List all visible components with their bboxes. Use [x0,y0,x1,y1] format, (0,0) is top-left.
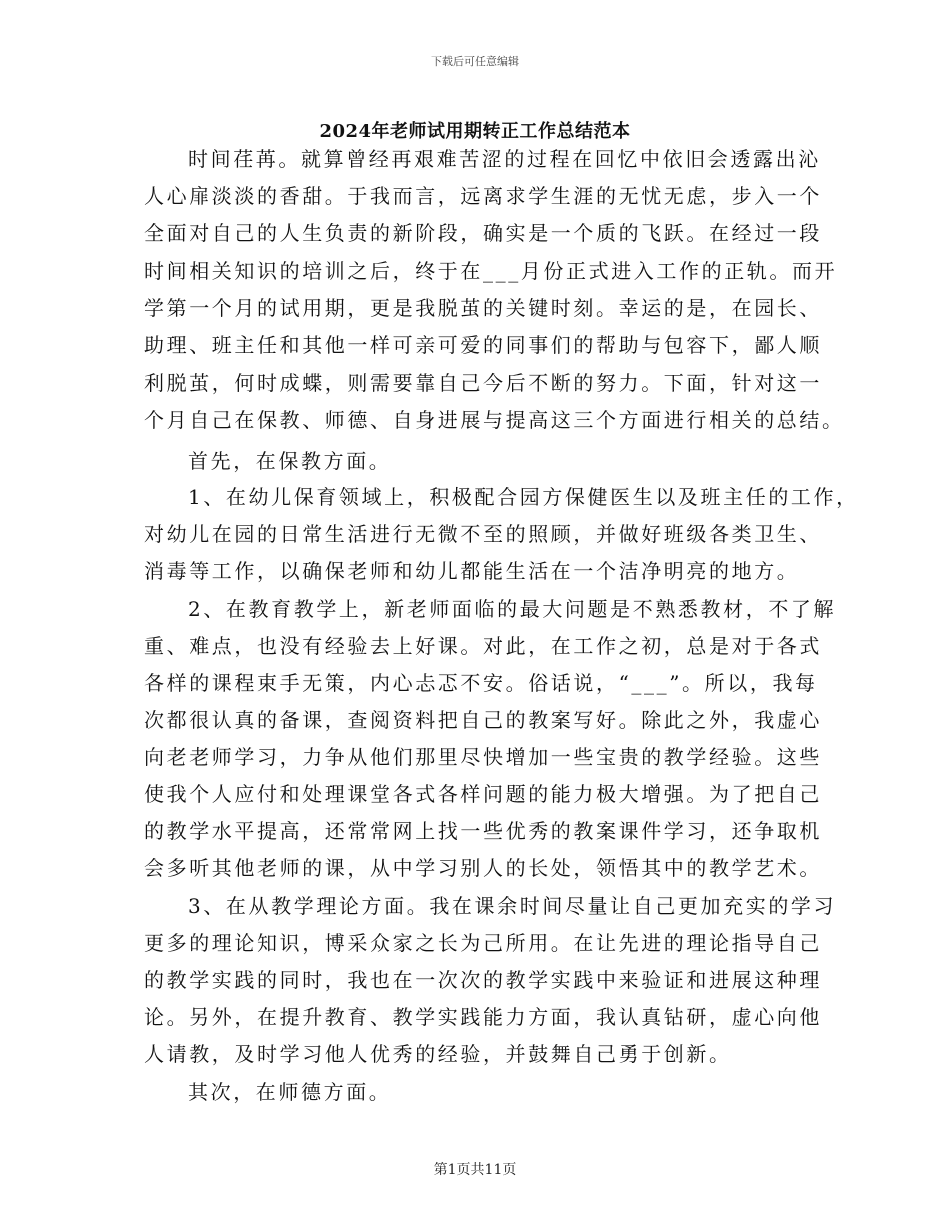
body-line: 各样的课程束手无策，内心忐忑不安。俗话说，“___”。所以，我每 [144,671,818,695]
body-line: 利脱茧，何时成蝶，则需要靠自己今后不断的努力。下面，针对这一 [144,371,822,395]
body-line: 人请教，及时学习他人优秀的经验，并鼓舞自己勇于创新。 [144,1042,732,1066]
body-line: 时间荏苒。就算曾经再艰难苦涩的过程在回忆中依旧会透露出沁 [188,147,821,171]
body-line: 个月自己在保教、师德、自身进展与提高这三个方面进行相关的总结。 [144,408,845,432]
body-line: 人心扉淡淡的香甜。于我而言，远离求学生涯的无忧无虑，步入一个 [144,184,822,208]
body-line: 重、难点，也没有经验去上好课。对此，在工作之初，总是对于各式 [144,634,822,658]
page-number: 第1页共11页 [433,1162,517,1178]
body-line: 时间相关知识的培训之后，终于在___月份正式进入工作的正轨。而开 [144,259,838,283]
body-line: 2、在教育教学上，新老师面临的最大问题是不熟悉教材，不了解 [188,597,837,621]
body-line: 向老老师学习，力争从他们那里尽快增加一些宝贵的教学经验。这些 [144,745,822,769]
body-line: 使我个人应付和处理课堂各式各样问题的能力极大增强。为了把自己 [144,782,822,806]
header-note: 下载后可任意编辑 [431,55,519,68]
document-title: 2024年老师试用期转正工作总结范本 [319,121,631,142]
body-line: 3、在从教学理论方面。我在课余时间尽量让自己更加充实的学习 [188,894,837,918]
body-line: 对幼儿在园的日常生活进行无微不至的照顾，并做好班级各类卫生、 [144,522,822,546]
body-line: 的教学实践的同时，我也在一次次的教学实践中来验证和进展这种理 [144,968,822,992]
body-line: 助理、班主任和其他一样可亲可爱的同事们的帮助与包容下，鄙人顺 [144,333,822,357]
body-line: 论。另外，在提升教育、教学实践能力方面，我认真钻研，虚心向他 [144,1005,822,1029]
body-line: 的教学水平提高，还常常网上找一些优秀的教案课件学习，还争取机 [144,819,822,843]
section-heading: 首先，在保教方面。 [188,449,392,473]
body-line: 消毒等工作，以确保老师和幼儿都能生活在一个洁净明亮的地方。 [144,559,800,583]
body-line: 次都很认真的备课，查阅资料把自己的教案写好。除此之外，我虚心 [144,708,822,732]
body-line: 全面对自己的人生负责的新阶段，确实是一个质的飞跃。在经过一段 [144,221,822,245]
section-heading: 其次，在师德方面。 [188,1080,392,1104]
body-line: 学第一个月的试用期，更是我脱茧的关键时刻。幸运的是，在园长、 [144,296,822,320]
body-line: 1、在幼儿保育领域上，积极配合园方保健医生以及班主任的工作， [188,485,859,509]
body-line: 更多的理论知识，博采众家之长为己所用。在让先进的理论指导自己 [144,931,822,955]
body-line: 会多听其他老师的课，从中学习别人的长处，领悟其中的教学艺术。 [144,856,822,880]
